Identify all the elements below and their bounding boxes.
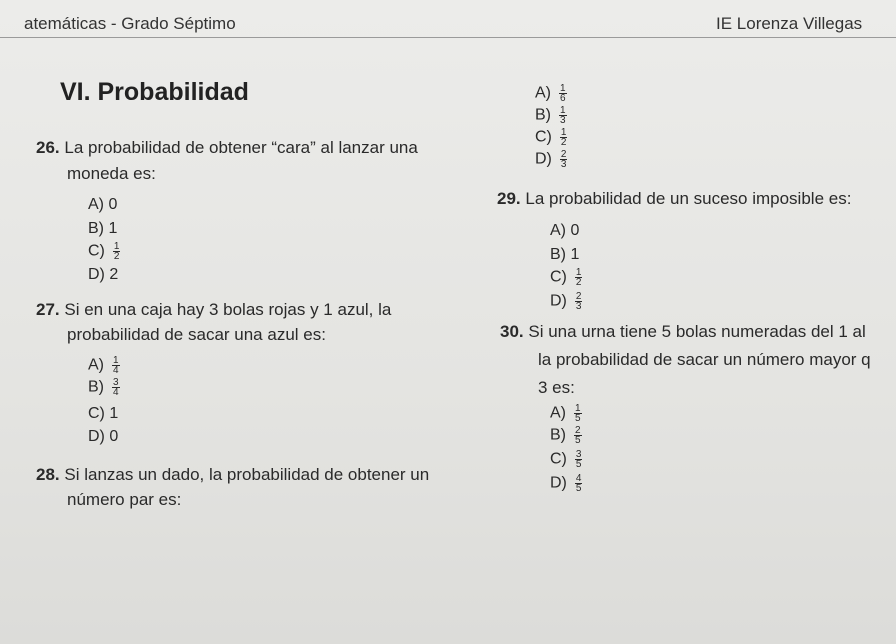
question-text: La probabilidad de obtener “cara” al lanzar una [64,138,418,157]
question-text: Si una urna tiene 5 bolas numeradas del 1 al [528,322,866,341]
fraction: $\frac{1}{6}$ [560,83,566,104]
question-number: 27. [36,300,60,319]
q26-option-c: C) $\frac{1}{2}$ [88,241,120,262]
fraction: $\frac{2}{3}$ [560,149,567,170]
option-a [535,84,567,103]
q29-option-a: A) 0 [550,222,580,239]
question-26-line2: moneda es: [67,164,156,183]
fraction: $\frac{3}{5}$ [575,449,582,470]
option-letter: B) [535,106,551,124]
question-number: 26. [36,138,60,157]
option-b [535,106,567,125]
question-27-line1 [36,300,391,320]
q30-option-d: D) $\frac{4}{5}$ [550,473,582,494]
header-subject: atemáticas - Grado Séptimo [24,14,236,33]
question-number: 30. [500,322,524,341]
fraction: $\frac{1}{3}$ [560,105,566,126]
q30-option-c: C) $\frac{3}{5}$ [550,449,582,470]
option-c [535,128,567,147]
question-number: 28. [36,465,60,484]
q27-option-a: A) $\frac{1}{4}$ [88,355,119,376]
question-text: Si lanzas un dado, la probabilidad de obtener un [64,465,430,484]
q29-option-b: B) 1 [550,246,580,263]
option-letter: C) [535,128,552,146]
q29-option-c: C) $\frac{1}{2}$ [550,267,582,288]
header-school: IE Lorenza Villegas [716,14,863,33]
question-28-line1 [36,465,429,485]
option-d [535,150,567,169]
question-27-line2: probabilidad de sacar una azul es: [67,325,326,344]
q26-option-a: A) 0 [88,196,118,213]
q30-option-a: A) $\frac{1}{5}$ [550,403,581,424]
question-30-line3: 3 es: [538,378,575,397]
option-letter: A) [535,84,551,102]
question-26-line1 [36,138,418,158]
fraction: $\frac{4}{5}$ [575,473,582,494]
question-30-line1 [500,322,866,342]
q27-option-b: B) $\frac{3}{4}$ [88,377,119,398]
fraction: $\frac{1}{2}$ [560,127,567,148]
fraction: $\frac{1}{2}$ [113,241,120,262]
question-30-line2: la probabilidad de sacar un número mayor q [538,350,871,369]
option-letter: D) [535,150,552,168]
fraction: $\frac{2}{5}$ [575,425,581,446]
q29-option-d: D) $\frac{2}{3}$ [550,291,582,312]
question-29-line1 [497,189,851,209]
section-title: VI. Probabilidad [60,78,249,106]
fraction: $\frac{1}{5}$ [575,403,581,424]
fraction: $\frac{3}{4}$ [113,377,119,398]
question-number: 29. [497,189,521,208]
fraction: $\frac{1}{4}$ [113,355,119,376]
q26-option-b: B) 1 [88,220,118,237]
question-28-line2: número par es: [67,490,182,509]
q27-option-c: C) 1 [88,405,119,422]
fraction: $\frac{1}{2}$ [575,267,582,288]
q26-option-d: D) 2 [88,266,119,283]
question-text: La probabilidad de un suceso imposible es: [525,189,852,208]
question-text: Si en una caja hay 3 bolas rojas y 1 azul, la [64,300,392,319]
q30-option-b: B) $\frac{2}{5}$ [550,425,581,446]
fraction: $\frac{2}{3}$ [575,291,582,312]
q27-option-d: D) 0 [88,428,119,445]
header-divider [0,37,896,38]
